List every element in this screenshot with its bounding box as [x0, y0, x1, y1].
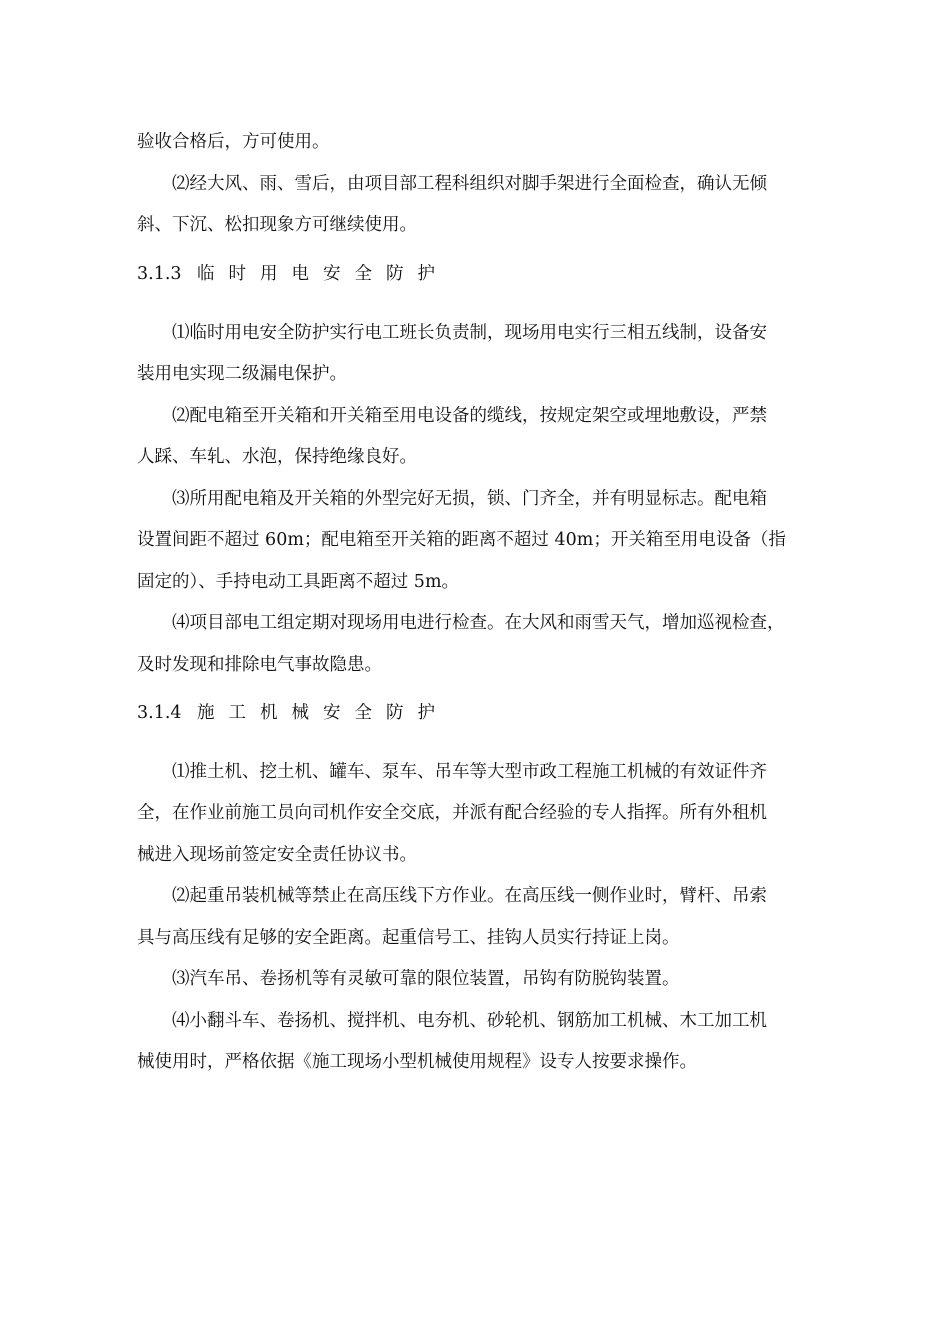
paragraph-line: ⑷项目部电工组定期对现场用电进行检查。在大风和雨雪天气，增加巡视检查，	[172, 613, 785, 633]
paragraph-line: 斜、下沉、松扣现象方可继续使用。	[137, 215, 417, 235]
paragraph-line: ⑴临时用电安全防护实行电工班长负责制，现场用电实行三相五线制，设备安	[172, 323, 767, 343]
paragraph-line: 固定的）、手持电动工具距离不超过 5m。	[137, 572, 460, 592]
section-heading-3-1-4	[137, 701, 449, 725]
paragraph-line: ⑶所用配电箱及开关箱的外型完好无损，锁、门齐全，并有明显标志。配电箱	[172, 489, 767, 509]
paragraph-line: 及时发现和排除电气事故隐患。	[137, 655, 382, 675]
section-heading-3-1-3	[137, 262, 449, 286]
paragraph-line: ⑵配电箱至开关箱和开关箱至用电设备的缆线，按规定架空或埋地敷设，严禁	[172, 406, 767, 426]
paragraph-line: ⑶汽车吊、卷扬机等有灵敏可靠的限位装置，吊钩有防脱钩装置。	[172, 969, 680, 989]
paragraph-line: 械使用时，严格依据《施工现场小型机械使用规程》设专人按要求操作。	[137, 1052, 697, 1072]
section-number: 3.1.4	[137, 703, 182, 723]
paragraph-line: ⑵经大风、雨、雪后，由项目部工程科组织对脚手架进行全面检查，确认无倾	[172, 174, 767, 194]
paragraph-line: 验收合格后，方可使用。	[137, 132, 330, 152]
paragraph-line: 全，在作业前施工员向司机作安全交底，并派有配合经验的专人指挥。所有外租机	[137, 803, 767, 823]
paragraph-line: 械进入现场前签定安全责任协议书。	[137, 845, 417, 865]
paragraph-line: 装用电实现二级漏电保护。	[137, 364, 347, 384]
paragraph-line: 设置间距不超过 60m；配电箱至开关箱的距离不超过 40m；开关箱至用电设备（指	[137, 530, 786, 550]
paragraph-line: ⑴推土机、挖土机、罐车、泵车、吊车等大型市政工程施工机械的有效证件齐	[172, 762, 767, 782]
paragraph-line: ⑷小翻斗车、卷扬机、搅拌机、电夯机、砂轮机、钢筋加工机械、木工加工机	[172, 1011, 767, 1031]
section-title: 施工机械安全防护	[197, 703, 449, 723]
section-title: 临时用电安全防护	[197, 264, 449, 284]
paragraph-line: 具与高压线有足够的安全距离。起重信号工、挂钩人员实行持证上岗。	[137, 928, 680, 948]
paragraph-line: 人踩、车轧、水泡，保持绝缘良好。	[137, 447, 417, 467]
section-number: 3.1.3	[137, 264, 182, 284]
paragraph-line: ⑵起重吊装机械等禁止在高压线下方作业。在高压线一侧作业时，臂杆、吊索	[172, 886, 767, 906]
